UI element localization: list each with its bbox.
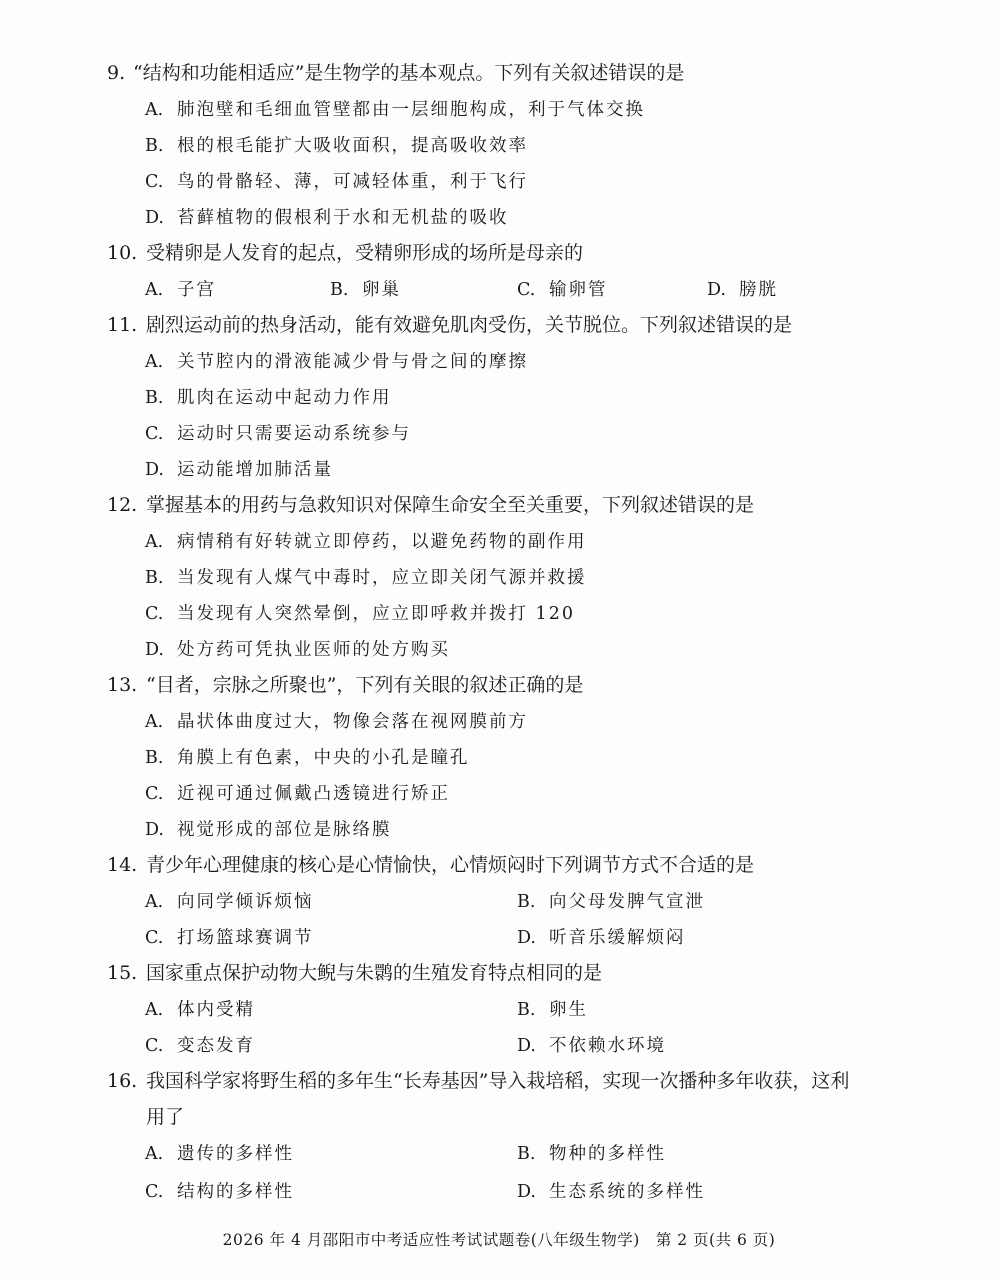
option-a: A. 体内受精 bbox=[145, 1000, 255, 1020]
option-d: D. 运动能增加肺活量 bbox=[145, 460, 333, 480]
option-b: B. 物种的多样性 bbox=[517, 1144, 666, 1164]
option-d: D. 听音乐缓解烦闷 bbox=[517, 928, 686, 948]
option-a: A. 晶状体曲度过大，物像会落在视网膜前方 bbox=[145, 712, 528, 732]
option-a: A. 向同学倾诉烦恼 bbox=[145, 892, 314, 912]
option-d: D. 不依赖水环境 bbox=[517, 1036, 666, 1056]
option-b: B. 卵巢 bbox=[330, 280, 401, 300]
question-text: 青少年心理健康的核心是心情愉快，心情烦闷时下列调节方式不合适的是 bbox=[146, 854, 755, 876]
option-d: D. 生态系统的多样性 bbox=[517, 1182, 705, 1202]
question-11-stem bbox=[107, 307, 907, 343]
question-text-continuation: 用了 bbox=[146, 1106, 185, 1128]
question-number: 9. bbox=[107, 62, 126, 84]
option-b: B. 角膜上有色素，中央的小孔是瞳孔 bbox=[145, 748, 470, 768]
option-d: D. 苔藓植物的假根利于水和无机盐的吸收 bbox=[145, 208, 509, 228]
option-a: A. 子宫 bbox=[145, 280, 216, 300]
option-a: A. 关节腔内的滑液能减少骨与骨之间的摩擦 bbox=[145, 352, 528, 372]
question-text: 我国科学家将野生稻的多年生“长寿基因”导入栽培稻，实现一次播种多年收获，这利 bbox=[146, 1070, 850, 1092]
question-16-stem bbox=[107, 1063, 907, 1135]
option-c: C. 打场篮球赛调节 bbox=[145, 928, 314, 948]
question-15-stem bbox=[107, 955, 907, 991]
question-9-stem bbox=[107, 55, 907, 91]
option-b: B. 卵生 bbox=[517, 1000, 588, 1020]
question-text: 剧烈运动前的热身活动，能有效避免肌肉受伤，关节脱位。下列叙述错误的是 bbox=[146, 314, 793, 336]
option-a: A. 肺泡壁和毛细血管壁都由一层细胞构成，利于气体交换 bbox=[145, 100, 645, 120]
question-text: 掌握基本的用药与急救知识对保障生命安全至关重要，下列叙述错误的是 bbox=[146, 494, 755, 516]
question-13-stem bbox=[107, 667, 907, 703]
question-12-stem bbox=[107, 487, 907, 523]
question-text: 国家重点保护动物大鲵与朱鹮的生殖发育特点相同的是 bbox=[146, 962, 603, 984]
option-c: C. 当发现有人突然晕倒，应立即呼救并拨打 120 bbox=[145, 604, 575, 624]
option-d: D. 膀胱 bbox=[707, 280, 778, 300]
question-text: “目者，宗脉之所聚也”，下列有关眼的叙述正确的是 bbox=[146, 674, 584, 696]
question-14-stem bbox=[107, 847, 907, 883]
question-number: 13. bbox=[107, 674, 138, 696]
option-b: B. 向父母发脾气宣泄 bbox=[517, 892, 705, 912]
question-number: 14. bbox=[107, 854, 138, 876]
page-footer: 2026 年 4 月邵阳市中考适应性考试试题卷(八年级生物学) 第 2 页(共 6 页) bbox=[222, 1231, 776, 1249]
question-number: 11. bbox=[107, 314, 138, 336]
option-c: C. 结构的多样性 bbox=[145, 1182, 294, 1202]
option-d: D. 处方药可凭执业医师的处方购买 bbox=[145, 640, 450, 660]
option-c: C. 输卵管 bbox=[517, 280, 608, 300]
option-a: A. 遗传的多样性 bbox=[145, 1144, 294, 1164]
option-c: C. 近视可通过佩戴凸透镜进行矫正 bbox=[145, 784, 450, 804]
option-b: B. 当发现有人煤气中毒时，应立即关闭气源并救援 bbox=[145, 568, 587, 588]
option-c: C. 变态发育 bbox=[145, 1036, 255, 1056]
option-b: B. 根的根毛能扩大吸收面积，提高吸收效率 bbox=[145, 136, 528, 156]
question-number: 10. bbox=[107, 242, 138, 264]
question-10-stem bbox=[107, 235, 907, 271]
option-c: C. 运动时只需要运动系统参与 bbox=[145, 424, 411, 444]
option-a: A. 病情稍有好转就立即停药，以避免药物的副作用 bbox=[145, 532, 587, 552]
question-text: 受精卵是人发育的起点，受精卵形成的场所是母亲的 bbox=[146, 242, 584, 264]
question-number: 15. bbox=[107, 962, 138, 984]
question-text: “结构和功能相适应”是生物学的基本观点。下列有关叙述错误的是 bbox=[133, 62, 685, 84]
question-number: 16. bbox=[107, 1070, 138, 1092]
option-c: C. 鸟的骨骼轻、薄，可减轻体重，利于飞行 bbox=[145, 172, 528, 192]
option-b: B. 肌肉在运动中起动力作用 bbox=[145, 388, 392, 408]
question-number: 12. bbox=[107, 494, 138, 516]
option-d: D. 视觉形成的部位是脉络膜 bbox=[145, 820, 392, 840]
